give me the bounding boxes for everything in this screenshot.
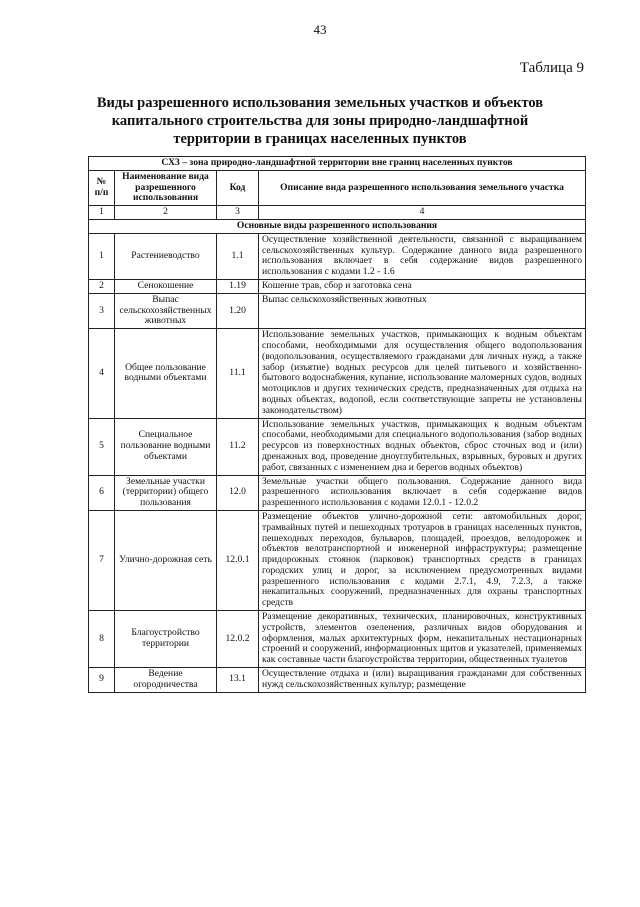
table-row [89,418,586,475]
header-num: № п/п [89,170,115,205]
row-name: Растениеводство [115,233,217,279]
header-desc: Описание вида разрешенного использования земельного участка [259,170,586,205]
table-row [89,510,586,610]
row-name: Специальное пользование водными объектами [115,418,217,475]
title-line-1: Виды разрешенного использования земельных участков и объектов [96,95,544,111]
table-row [89,293,586,328]
index-row [89,206,586,220]
column-header-row [89,170,586,205]
row-description: Осуществление хозяйственной деятельности, связанной с выращиванием сельскохозяйственных культур. Содержание данного вида разрешенного использования включает в себя содержание видов разрешенного использования с кодами 1.2 - 1.6 [259,233,586,279]
row-name: Улично-дорожная сеть [115,510,217,610]
row-number: 5 [89,418,115,475]
index-cell: 2 [115,206,217,220]
table-row [89,329,586,418]
page-number: 43 [313,22,327,37]
table-row [89,475,586,510]
row-number: 8 [89,611,115,668]
row-code: 1.20 [217,293,259,328]
header-code: Код [217,170,259,205]
row-description: Осуществление отдыха и (или) выращивания гражданами для собственных нужд сельскохозяйственных культур; размещение [259,668,586,693]
row-number: 1 [89,233,115,279]
table-body [89,233,586,692]
row-name: Сенокошение [115,279,217,293]
row-number: 7 [89,510,115,610]
row-description: Размещение декоративных, технических, планировочных, конструктивных устройств, элементов озеленения, различных видов оборудования и оформления, малых архитектурных форм, некапитальных нестационарных строений и сооружений, информационных щитов и указателей, применяемых как составные части благоустройства территории, общественных туалетов [259,611,586,668]
row-number: 3 [89,293,115,328]
table-row [89,668,586,693]
row-number: 2 [89,279,115,293]
table-row [89,611,586,668]
row-code: 11.2 [217,418,259,475]
table-row [89,233,586,279]
document-title [80,94,560,148]
row-description: Кошение трав, сбор и заготовка сена [259,279,586,293]
table-row [89,279,586,293]
row-description: Использование земельных участков, примыкающих к водным объектам способами, необходимыми для осуществления общего водопользования (водопользования, осуществляемого гражданами для личных нужд, а также забор (изъятие) водных ресурсов для целей питьевого и хозяйственно-бытового водоснабжения, купание, использование маломерных судов, водных мотоциклов и других технических средств, предназначенных для отдыха на водных объектах, водопой, если соответствующие запреты не установлены законодательством) [259,329,586,418]
row-code: 1.19 [217,279,259,293]
row-number: 9 [89,668,115,693]
zone-header: СХ3 – зона природно-ландшафтной территории вне границ населенных пунктов [89,157,586,171]
row-name: Ведение огородничества [115,668,217,693]
row-name: Общее пользование водными объектами [115,329,217,418]
row-code: 12.0 [217,475,259,510]
row-code: 1.1 [217,233,259,279]
index-cell: 4 [259,206,586,220]
row-code: 12.0.2 [217,611,259,668]
row-description: Использование земельных участков, примыкающих к водным объектам способами, необходимыми для специального водопользования (забор водных ресурсов из поверхностных водных объектов, сброс сточных вод и (или) дренажных вод, проведение дноуглубительных, взрывных, буровых и других работ, связанных с изменением дна и берегов водных объектов) [259,418,586,475]
row-description: Земельные участки общего пользования. Содержание данного вида разрешенного использования включает в себя содержание видов разрешенного использования с кодами 12.0.1 - 12.0.2 [259,475,586,510]
row-name: Благоустройство территории [115,611,217,668]
section-header: Основные виды разрешенного использования [89,219,586,233]
title-line-2: капитального строительства для зоны природно-ландшафтной [111,113,529,129]
title-line-3: территории в границах населенных пунктов [173,131,467,147]
row-code: 11.1 [217,329,259,418]
row-code: 12.0.1 [217,510,259,610]
section-row [89,219,586,233]
zone-header-row [89,157,586,171]
index-cell: 3 [217,206,259,220]
row-code: 13.1 [217,668,259,693]
row-number: 4 [89,329,115,418]
row-number: 6 [89,475,115,510]
land-use-table [88,156,586,693]
row-description: Размещение объектов улично-дорожной сети: автомобильных дорог, трамвайных путей и пешеходных тротуаров в границах населенных пунктов, пешеходных переходов, бульваров, площадей, проездов, велодорожек и объектов велотранспортной и инженерной инфраструктуры; размещение придорожных стоянок (парковок) транспортных средств в границах городских улиц и дорог, за исключением предусмотренных видами разрешенного использования с кодами 2.7.1, 4.9, 7.2.3, а также некапитальных сооружений, предназначенных для охраны транспортных средств [259,510,586,610]
index-cell: 1 [89,206,115,220]
row-description: Выпас сельскохозяйственных животных [259,293,586,328]
row-name: Выпас сельскохозяйственных животных [115,293,217,328]
row-name: Земельные участки (территории) общего пользования [115,475,217,510]
header-name: Наименование вида разрешенного использования [115,170,217,205]
table-caption: Таблица 9 [519,60,584,76]
